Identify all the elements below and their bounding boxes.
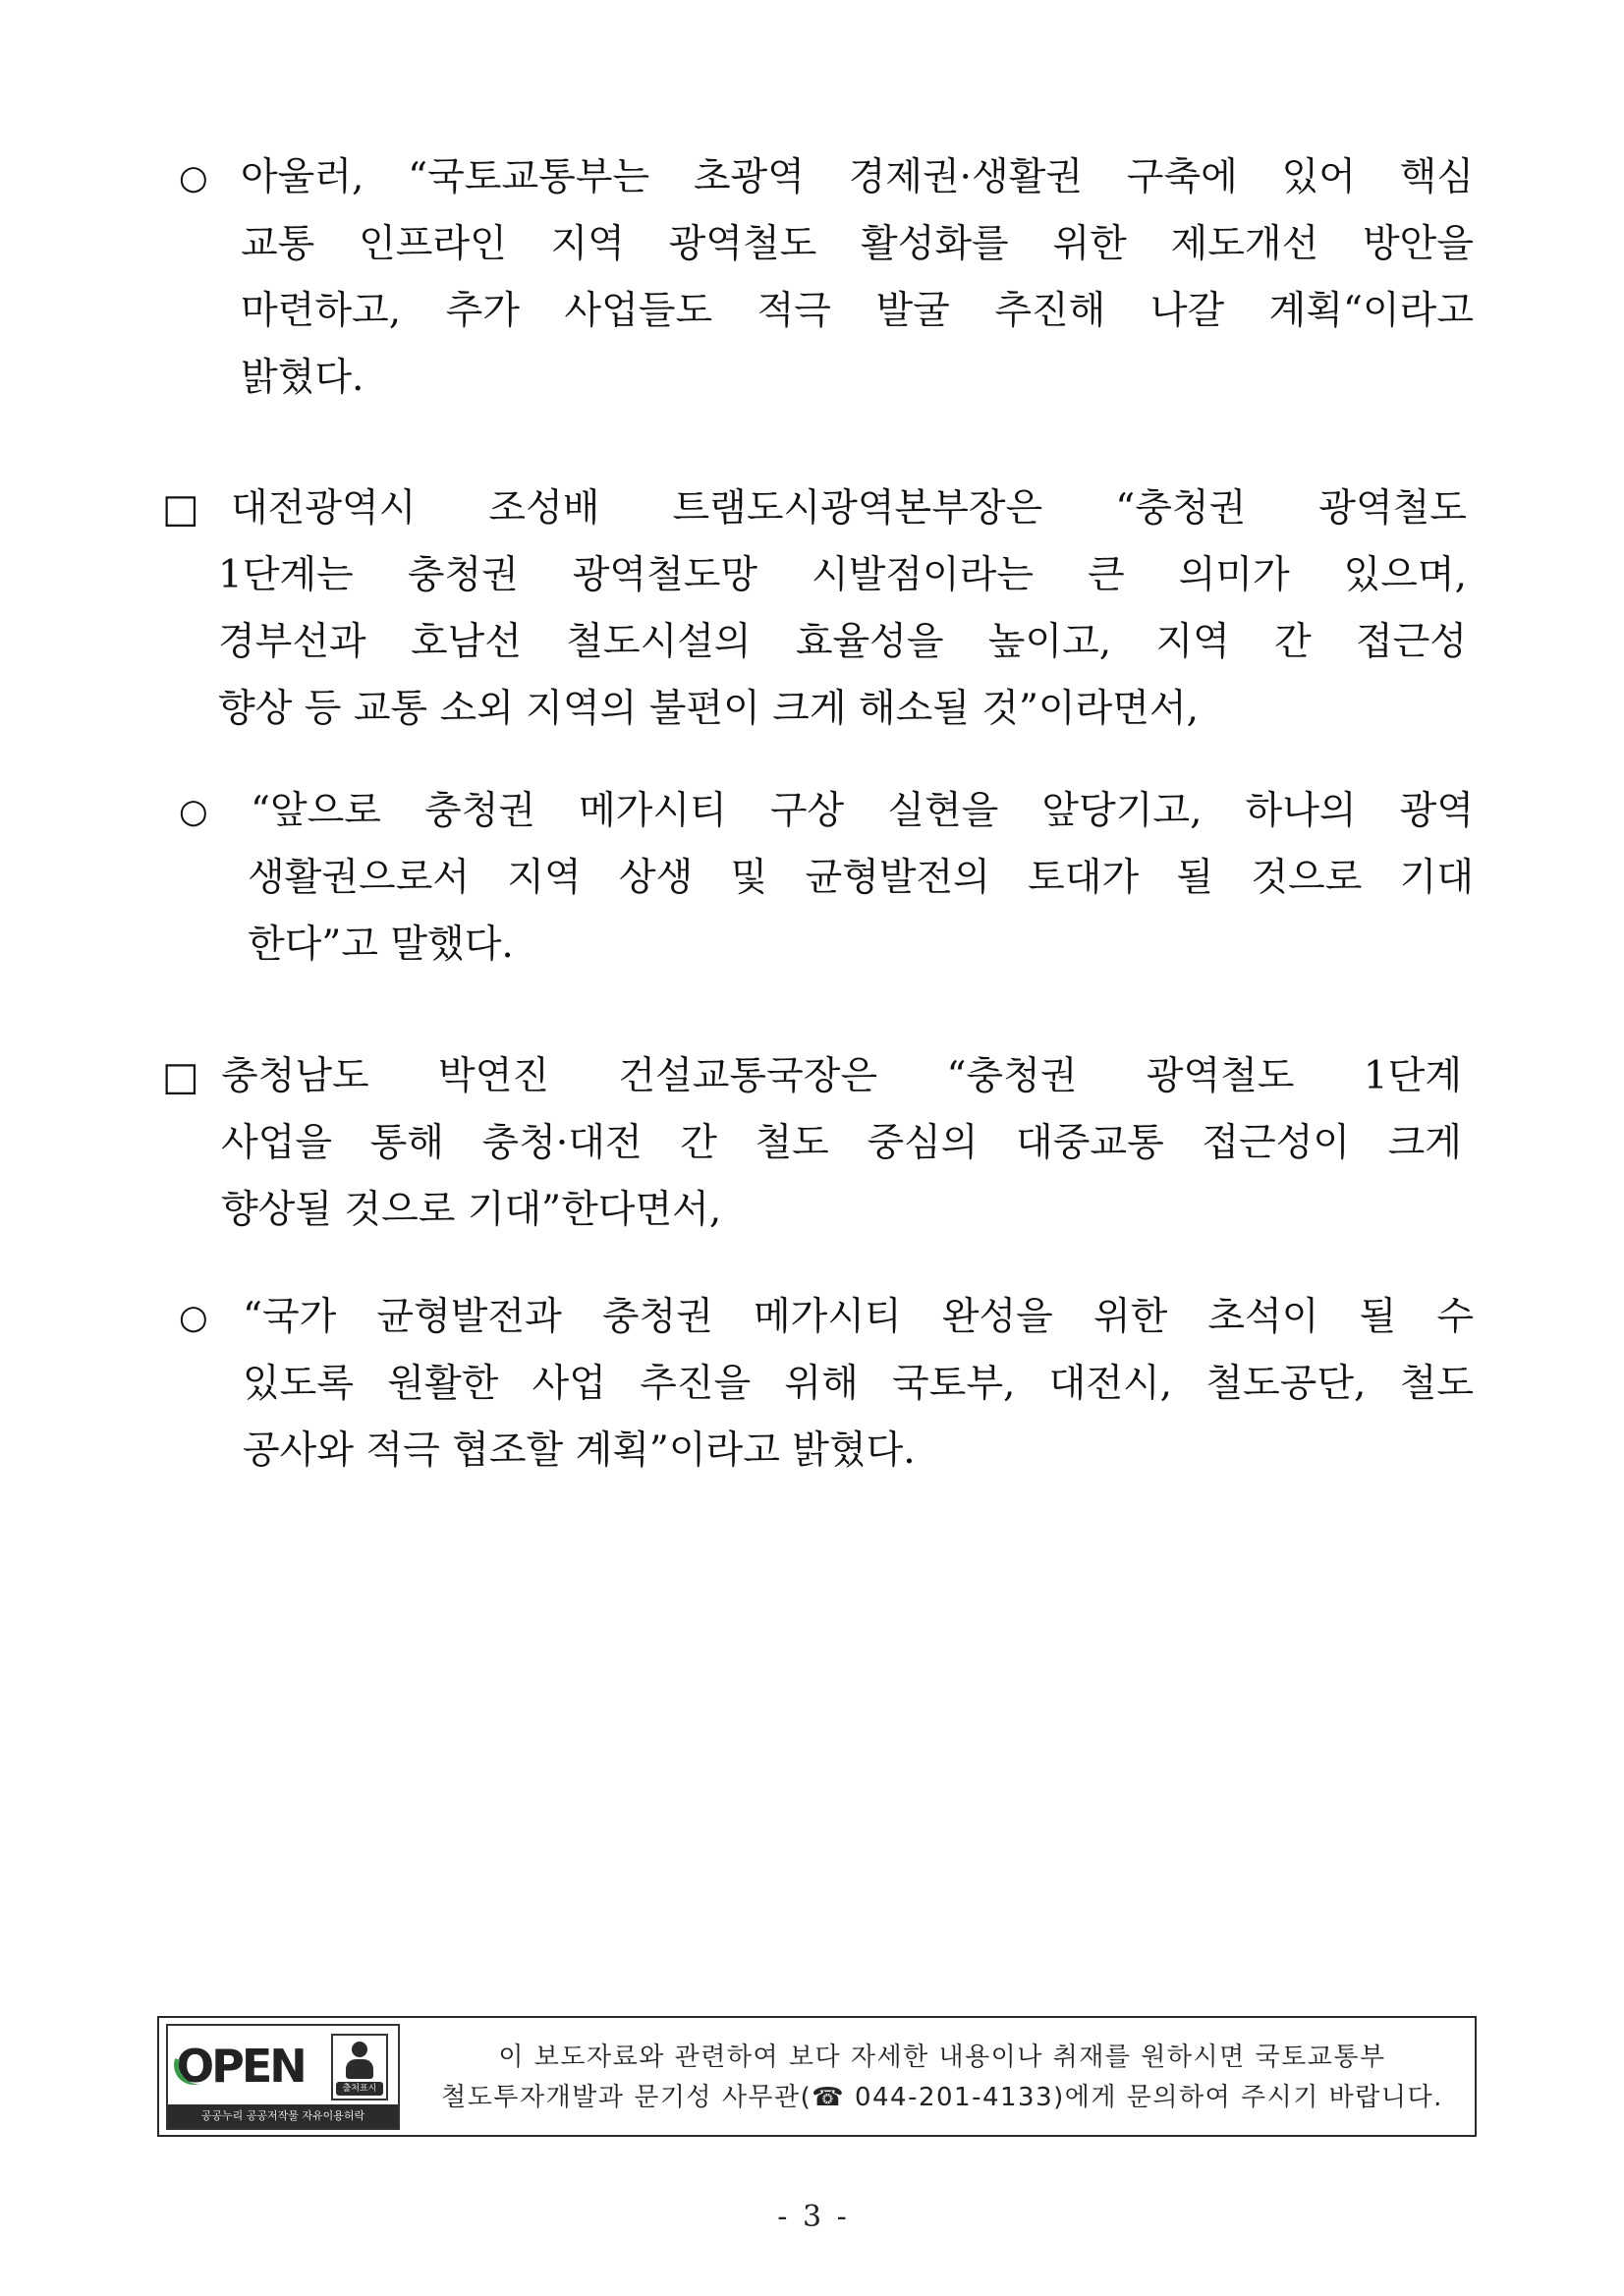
- person-icon: [352, 2042, 367, 2057]
- paragraph-line: 교통 인프라인 지역 광역철도 활성화를 위한 제도개선 방안을: [241, 222, 1474, 266]
- paragraph-line: “앞으로 충청권 메가시티 구상 실현을 앞당기고, 하나의 광역: [251, 789, 1474, 833]
- paragraph-line: 1단계는 충청권 광역철도망 시발점이라는 큰 의미가 있으며,: [218, 553, 1467, 597]
- paragraph-4: [0, 1043, 1624, 1244]
- paragraph-line: 아울러, “국토교통부는 초광역 경제권·생활권 구축에 있어 핵심: [241, 155, 1474, 199]
- paragraph-line: 사업을 통해 충청·대전 간 철도 중심의 대중교통 접근성이 크게: [221, 1121, 1462, 1165]
- logo-wordmark: OPEN: [176, 2040, 305, 2093]
- circle-bullet: ○: [179, 792, 208, 831]
- logo-caption: 공공누리 공공저작물 자유이용허락: [168, 2104, 398, 2128]
- paragraph-1: [0, 144, 1624, 412]
- paragraph-line: 대전광역시 조성배 트램도시광역본부장은 “충청권 광역철도: [231, 486, 1467, 531]
- paragraph-line: 향상될 것으로 기대”한다면서,: [221, 1188, 722, 1232]
- paragraph-line: 있도록 원활한 사업 추진을 위해 국토부, 대전시, 철도공단, 철도: [243, 1362, 1474, 1406]
- page-number: - 3 -: [777, 2200, 847, 2234]
- circle-bullet: ○: [179, 158, 208, 197]
- paragraph-line: 한다”고 말했다.: [248, 923, 514, 967]
- paragraph-line: 밝혔다.: [241, 356, 364, 400]
- contact-text-line: 철도투자개발과 문기성 사무관(☎ 044-201-4133)에게 문의하여 주시기 바랍니다.: [441, 2083, 1443, 2112]
- attribution-badge: [331, 2034, 388, 2100]
- contact-info-box: [157, 2016, 1477, 2137]
- badge-label: 출처표시: [336, 2082, 383, 2096]
- paragraph-line: 경부선과 호남선 철도시설의 효율성을 높이고, 지역 간 접근성: [218, 620, 1467, 664]
- paragraph-line: “국가 균형발전과 충청권 메가시티 완성을 위한 초석이 될 수: [243, 1295, 1474, 1339]
- paragraph-5: [0, 1284, 1624, 1484]
- circle-bullet: ○: [179, 1298, 208, 1337]
- paragraph-line: 향상 등 교통 소외 지역의 불편이 크게 해소될 것”이라면서,: [218, 687, 1200, 731]
- square-bullet: □: [162, 1054, 199, 1099]
- square-bullet: □: [162, 486, 199, 532]
- paragraph-line: 생활권으로서 지역 상생 및 균형발전의 토대가 될 것으로 기대: [248, 856, 1474, 900]
- paragraph-line: 공사와 적극 협조할 계획”이라고 밝혔다.: [243, 1428, 916, 1473]
- person-icon-body: [346, 2059, 373, 2079]
- contact-text-line: 이 보도자료와 관련하여 보다 자세한 내용이나 취재를 원하시면 국토교통부: [498, 2043, 1386, 2072]
- paragraph-line: 충청남도 박연진 건설교통국장은 “충청권 광역철도 1단계: [221, 1054, 1462, 1098]
- paragraph-3: [0, 778, 1624, 979]
- paragraph-2: [0, 476, 1624, 743]
- paragraph-line: 마련하고, 추가 사업들도 적극 발굴 추진해 나갈 계획“이라고: [241, 289, 1474, 333]
- kogl-open-logo: [166, 2024, 400, 2130]
